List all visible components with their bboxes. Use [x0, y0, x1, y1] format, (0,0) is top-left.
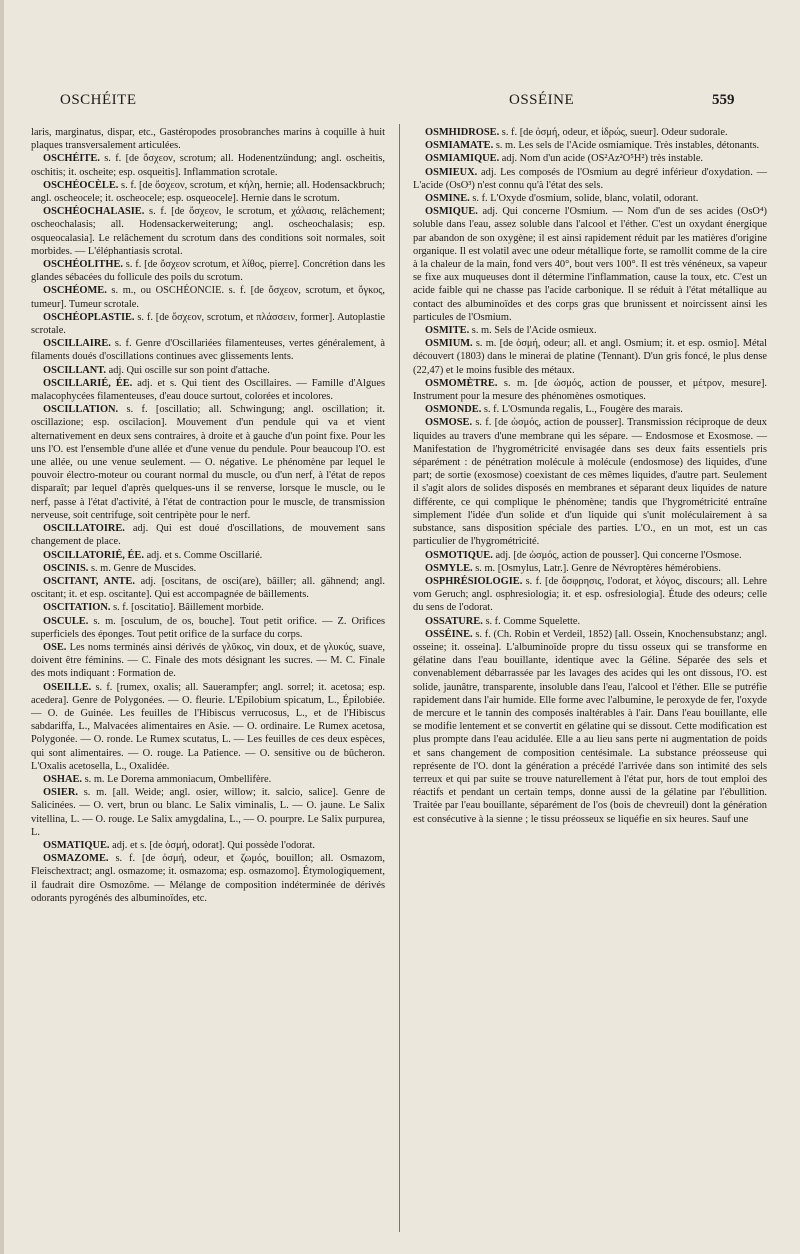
entry-definition: s. m. [all. Weide; angl. osier, willow; it. salcio, salice]. Genre de Salicinées. — O. vert, brun ou blanc. Le Salix viminalis, L. — O. jaune. Le Salix vitellina, L. — O. rouge. Le Salix amygdalina, L., — O. pourpre. Le Salix purpurea, L. [31, 787, 385, 838]
dictionary-entry [413, 337, 767, 377]
entry-definition: laris, marginatus, dispar, etc., Gastéropodes prosobranches marins à coquille à huit plaques transversalement articulées. [31, 127, 385, 152]
entry-headword: OSIER. [43, 787, 78, 799]
entry-headword: OSMAZOME. [43, 853, 109, 865]
page-header [0, 92, 800, 116]
entry-definition: adj. et s. [de ὀσμή, odorat]. Qui possède l'odorat. [109, 839, 315, 851]
dictionary-entry [413, 628, 767, 826]
entry-definition: s. f. L'Oxyde d'osmium, solide, blanc, volatil, odorant. [469, 193, 699, 205]
dictionary-entry [31, 839, 385, 852]
entry-headword: OSE. [43, 641, 67, 653]
entry-headword: OSPHRÉSIOLOGIE. [425, 575, 523, 587]
entry-headword: OSCHÉOME. [43, 285, 107, 297]
dictionary-entry [31, 311, 385, 337]
dictionary-entry [31, 403, 385, 522]
entry-headword: OSSÉINE. [425, 628, 473, 640]
entry-definition: Les noms terminés ainsi dérivés de γλῦκος, vin doux, et de γλυκύς, suave, doivent être féminins. — C. Finale des mots désignant les sucres. — M. C. Finale des mots indiquant : Formation de. [31, 641, 385, 680]
entry-definition: adj. [oscitans, de osci(are), bâiller; all. gähnend; angl. oscitant; it. et esp. oscitante]. Qui est accompagnée de bâillements. [31, 575, 385, 601]
entry-definition: s. m. Les sels de l'Acide osmiamique. Très instables, détonants. [493, 140, 760, 152]
entry-headword: OSCILLATOIRE. [43, 523, 125, 535]
right-column [413, 126, 767, 826]
entry-headword: OSCINIS. [43, 562, 89, 574]
entry-definition: adj. et s. Qui tient des Oscillaires. — Famille d'Algues malacophycées filamenteuses, d'eau douce surtout, colorées et incolores. [31, 377, 385, 403]
entry-definition: s. f. L'Osmunda regalis, L., Fougère des marais. [481, 404, 683, 416]
entry-headword: OSCITANT, ANTE. [43, 575, 135, 587]
dictionary-entry [31, 852, 385, 905]
dictionary-entry [31, 562, 385, 575]
dictionary-entry [413, 549, 767, 562]
entry-headword: OSMOSE. [425, 417, 473, 429]
entry-definition: s. f. [de ὠσμός, action de pousser]. Transmission réciproque de deux liquides au travers d'une membrane qui les sépare. — Endosmose et Exosmose. — Manifestation de l'hygrométricité envisagée dans ses deux faits essentiels pris séparément : de pénétration molécule à molécule (endosmose) des liquides, d'une part; de sortie (exosmose) coexistant de ces mêmes liquides, d'autre part. Seulement il s'agit alors de solides disposés en membranes et séparant deux liquides de nature différente, ce qui complique le phénomène; tandis que l'hygrométricité entraîne simplement l'idée d'un solide et d'un liquide qui s'unit moléculairement à sa substance, sans disposition spéciale des parties. L'O., en un mot, est un cas particulier de l'hygrométricité. [413, 417, 767, 548]
dictionary-entry [413, 562, 767, 575]
entry-headword: OSMONDE. [425, 404, 482, 416]
entry-headword: OSMIAMIQUE. [425, 153, 500, 165]
entry-headword: OSMINE. [425, 193, 470, 205]
dictionary-entry [413, 139, 767, 152]
entry-definition: s. m. Sels de l'Acide osmieux. [469, 325, 597, 337]
entry-headword: OSCITATION. [43, 602, 111, 614]
entry-headword: OSMATIQUE. [43, 839, 110, 851]
entry-definition: s. f. [de ὀσμή, odeur, et ζωμός, bouillon; all. Osmazom, Fleischextract; angl. osmazome; it. osmazoma; esp. osmazomo]. Étymologiquement, il faudrait dire Osmozôme. — Mélange de composition indéterminée de dérivés odorants pyrogénés des albuminoïdes, etc. [31, 853, 385, 904]
entry-headword: OSCILLAIRE. [43, 338, 111, 350]
entry-headword: OSMYLE. [425, 562, 473, 574]
entry-headword: OSMHIDROSE. [425, 127, 500, 138]
entry-definition: s. f. [de ὄσχεον, le scrotum, et χάλασις, relâchement; oscheochalasis; all. Hodensackerweiterung; angl. oscheochalasis; esp. osqueocalasia]. Le relâchement du scrotum dans des conditions soit normales, soit morbides. — L'éléphantiasis scrotal. [31, 206, 385, 257]
entry-definition: s. f. Genre d'Oscillariées filamenteuses, vertes généralement, à filaments doués d'oscillations continues avec glissements lents. [31, 338, 385, 363]
dictionary-entry [31, 549, 385, 562]
entry-headword: OSCHÉITE. [43, 153, 100, 165]
entry-definition: s. m. [osculum, de os, bouche]. Tout petit orifice. — Z. Orifices superficiels des éponges. Tout petit orifice de la surface du corps. [31, 615, 385, 640]
dictionary-entry [31, 377, 385, 403]
entry-headword: OSEILLE. [43, 681, 92, 693]
dictionary-entry [31, 641, 385, 681]
dictionary-entry [413, 152, 767, 165]
entry-definition: s. f. (Ch. Robin et Verdeil, 1852) [all. Ossein, Knochensubstanz; angl. osseine; it. osseina]. L'albuminoïde propre du tissu osseux qui se transforme en gélatine dans l'eau bouillante, identique avec la Géline. Séparée des sels et convenablement débarrassée par les lavages des acides qui les ont dissous, l'O. est solide, jaunâtre, transparente, insoluble dans l'eau, l'alcool et l'éther. Elle se putréfie rapidement dans l'air humide. Elle forme avec l'albumine, le peroxyde de fer, l'oxyde de mercure et le tannin des composés inaltérables à l'air. Dans l'eau bouillante, elle se modifie lentement et se convertit en gélatine qui se dissout. Cette modification est plus prompte dans l'eau acidulée. Elle a au lieu sans perte ni augmentation de poids et sans changement de composition centésimale. La substance préosseuse qui représente de l'O. dont la génération a précédé l'arrivée dans son intimité des sels terreux et qui par suite se trouve naturellement à l'état pur, hors de tout emploi des réactifs et pendant un certain temps, donne aussi de la gélatine par l'ébullition. Traitée par l'eau bouillante, séparément de l'os (bois de chevreuil) dont la génération est consécutive à la sienne ; le tissu préosseux se liquéfie en six heures. Sauf une [413, 628, 767, 825]
entry-definition: adj. [de ὠσμός, action de pousser]. Qui concerne l'Osmose. [492, 549, 742, 561]
entry-definition: adj. Qui concerne l'Osmium. — Nom d'un de ses acides (OsO⁴) soluble dans l'eau, assez soluble dans l'alcool et l'éther. C'est un oxydant énergique par abandon de son oxygène; il est ainsi rapidement réduit par les matières d'origine organique. Il est volatil avec une odeur métallique forte, se ramollit comme de la cire à la chaleur de la main, fond vers 40°, bout vers 100°. Il est très vénéneux, sa vapeur se fixe aux muqueuses dont il détermine l'inflammation, cause la toux, etc. C'est un acide faible qui ne chasse pas l'acide carbonique. Il se réduit à l'état métallique au contact des albuminoïdes et des corps gras que brunissent et noircissent ainsi les particules de l'Osmium. [413, 206, 767, 323]
dictionary-entry [413, 416, 767, 548]
entry-definition: s. f. [de ὄσφρησις, l'odorat, et λόγος, discours; all. Lehre vom Geruch; angl. osphresiologia; it. et esp. osfresiologia]. Étude des odeurs; celle du sens de l'odorat. [413, 575, 767, 614]
entry-definition: s. f. [de ὀσμή, odeur, et ἱδρώς, sueur]. Odeur sudorale. [499, 127, 728, 138]
entry-headword: OSMIQUE. [425, 206, 478, 218]
entry-headword: OSCILLATION. [43, 404, 119, 416]
page-number: 559 [712, 92, 735, 108]
dictionary-entry [31, 364, 385, 377]
dictionary-entry [413, 615, 767, 628]
dictionary-entry [31, 575, 385, 601]
dictionary-entry [31, 681, 385, 773]
entry-definition: s. f. [de ὄσχεον scrotum, et λίθος, pierre]. Concrétion dans les glandes sébacées du follicule des poils du scrotum. [31, 259, 385, 284]
entry-headword: OSCILLANT. [43, 364, 107, 376]
entry-definition: s. f. Comme Squelette. [482, 615, 581, 627]
entry-headword: OSHAE. [43, 773, 82, 785]
entry-headword: OSCHÉOLITHE. [43, 259, 123, 271]
entry-definition: s. f. [de ὄσχεον, scrotum, et κήλη, hernie; all. Hodensackbruch; angl. oscheocele; it. oscheocele; esp. osqueocele]. Hernie dans le scrotum. [31, 179, 385, 205]
entry-headword: OSMITE. [425, 325, 470, 337]
dictionary-entry [31, 601, 385, 614]
dictionary-entry [413, 403, 767, 416]
entry-headword: OSCHÉOCÈLE. [43, 179, 119, 191]
entry-headword: OSMIAMATE. [425, 140, 494, 152]
dictionary-entry [31, 786, 385, 839]
dictionary-entry [413, 166, 767, 192]
dictionary-entry [31, 179, 385, 205]
entry-definition: s. m. [Osmylus, Latr.]. Genre de Névroptères hémérobiens. [472, 562, 721, 574]
entry-definition: s. f. [de ὄσχεον, scrotum; all. Hodenentzündung; angl. oscheitis, oschitis; it. oscheite; esp. osqueitis]. Inflammation scrotale. [31, 153, 385, 178]
dictionary-entry [413, 324, 767, 337]
dictionary-entry [31, 615, 385, 641]
entry-definition: adj. Qui oscille sur son point d'attache. [106, 364, 270, 376]
left-column [31, 126, 385, 905]
dictionary-entry [31, 522, 385, 548]
entry-definition: s. m. [de ὠσμός, action de pousser, et μέτρον, mesure]. Instrument pour la mesure des phénomènes osmotiques. [413, 377, 767, 403]
entry-definition: adj. Qui est doué d'oscillations, de mouvement sans changement de place. [31, 523, 385, 548]
entry-headword: OSCILLARIÉ, ÉE. [43, 377, 133, 389]
dictionary-entry [31, 337, 385, 363]
dictionary-entry [413, 192, 767, 205]
entry-definition: adj. Les composés de l'Osmium au degré inférieur d'oxydation. — L'acide (OsO³) n'est connu qu'à l'état des sels. [413, 166, 767, 191]
entry-headword: OSSATURE. [425, 615, 483, 627]
dictionary-entry [31, 284, 385, 310]
entry-definition: s. m. Le Dorema ammoniacum, Ombellifère. [81, 773, 272, 785]
dictionary-entry [413, 377, 767, 403]
entry-definition: s. f. [oscillatio; all. Schwingung; angl. oscillation; it. oscillazione; esp. oscilacion]. Mouvement d'un pendule qui va et vient alternativement en deux sens contraires, à droite et à gauche d'un point fixe. Pour les uns l'O. est l'ensemble d'une allée et d'une venue du pendule. Pour beaucoup l'O. est une allée, ou une venue seulement. — O. négative. Le phénomène par lequel le pouvoir électro-moteur ou courant normal du muscle, ou d'un nerf, à l'état de repos disparaît; par lequel d'après quelques-uns il se renverse, lorsque le muscle, ou le nerf, passe à l'état d'activité, à l'état de contraction pour le muscle, de transmission nerveuse, soit centrifuge, soit centripète pour le nerf. [31, 404, 385, 521]
dictionary-entry [413, 126, 767, 139]
entry-definition: adj. et s. Comme Oscillarié. [143, 549, 263, 561]
column-divider [399, 124, 400, 1232]
entry-headword: OSMOTIQUE. [425, 549, 493, 561]
page-edge [0, 0, 4, 1254]
dictionary-entry [31, 258, 385, 284]
dictionary-entry [413, 205, 767, 324]
entry-definition: adj. Nom d'un acide (OS²Az²O⁵H²) très instable. [499, 153, 704, 165]
entry-definition: s. f. [rumex, oxalis; all. Sauerampfer; angl. sorrel; it. acetosa; esp. acedera]. Genre de Polygonées. — O. fleurie. L'Epilobium spicatum, L., Épilobiée. — O. de Guinée. Les feuilles de l'Hibiscus verrucosus, L., et de l'Hibiscus sabdariffa, L., Malvacées alimentaires en Asie. — O. ordinaire. Le Rumex acetosa, Polygonée. — O. ronde. Le Rumex scutatus, L. — Les feuilles de ces deux espèces, qui sont alimentaires. — O. rouge. La Patience. — O. sensitive ou de bûcheron. L'Oxalis acetosella, L., Oxalidée. [31, 681, 385, 772]
dictionary-entry [31, 126, 385, 152]
running-head-left: OSCHÉITE [60, 92, 137, 108]
running-head-right: OSSÉINE [509, 92, 575, 108]
entry-headword: OSMIEUX. [425, 166, 478, 178]
entry-definition: s. f. [oscitatio]. Bâillement morbide. [110, 602, 264, 614]
entry-headword: OSMIUM. [425, 338, 473, 350]
dictionary-entry [31, 152, 385, 178]
entry-headword: OSMOMÈTRE. [425, 377, 498, 389]
entry-headword: OSCHÉOCHALASIE. [43, 206, 145, 218]
entry-definition: s. m., ou OSCHÉONCIE. s. f. [de ὄσχεον, scrotum, et ὄγκος, tumeur]. Tumeur scrotale. [31, 285, 385, 310]
entry-definition: s. f. [de ὄσχεον, scrotum, et πλάσσειν, former]. Autoplastie scrotale. [31, 311, 385, 337]
entry-definition: s. m. Genre de Muscides. [88, 562, 197, 574]
dictionary-entry [31, 773, 385, 786]
entry-definition: s. m. [de ὀσμή, odeur; all. et angl. Osmium; it. et esp. osmio]. Métal découvert (1803) dans le minerai de platine (Tennant). D'un gris foncé, le plus dense (22,47) et le moins fusible des métaux. [413, 338, 767, 376]
dictionary-entry [413, 575, 767, 615]
dictionary-entry [31, 205, 385, 258]
entry-headword: OSCILLATORIÉ, ÉE. [43, 549, 144, 561]
entry-headword: OSCULE. [43, 615, 89, 627]
entry-headword: OSCHÉOPLASTIE. [43, 311, 135, 323]
